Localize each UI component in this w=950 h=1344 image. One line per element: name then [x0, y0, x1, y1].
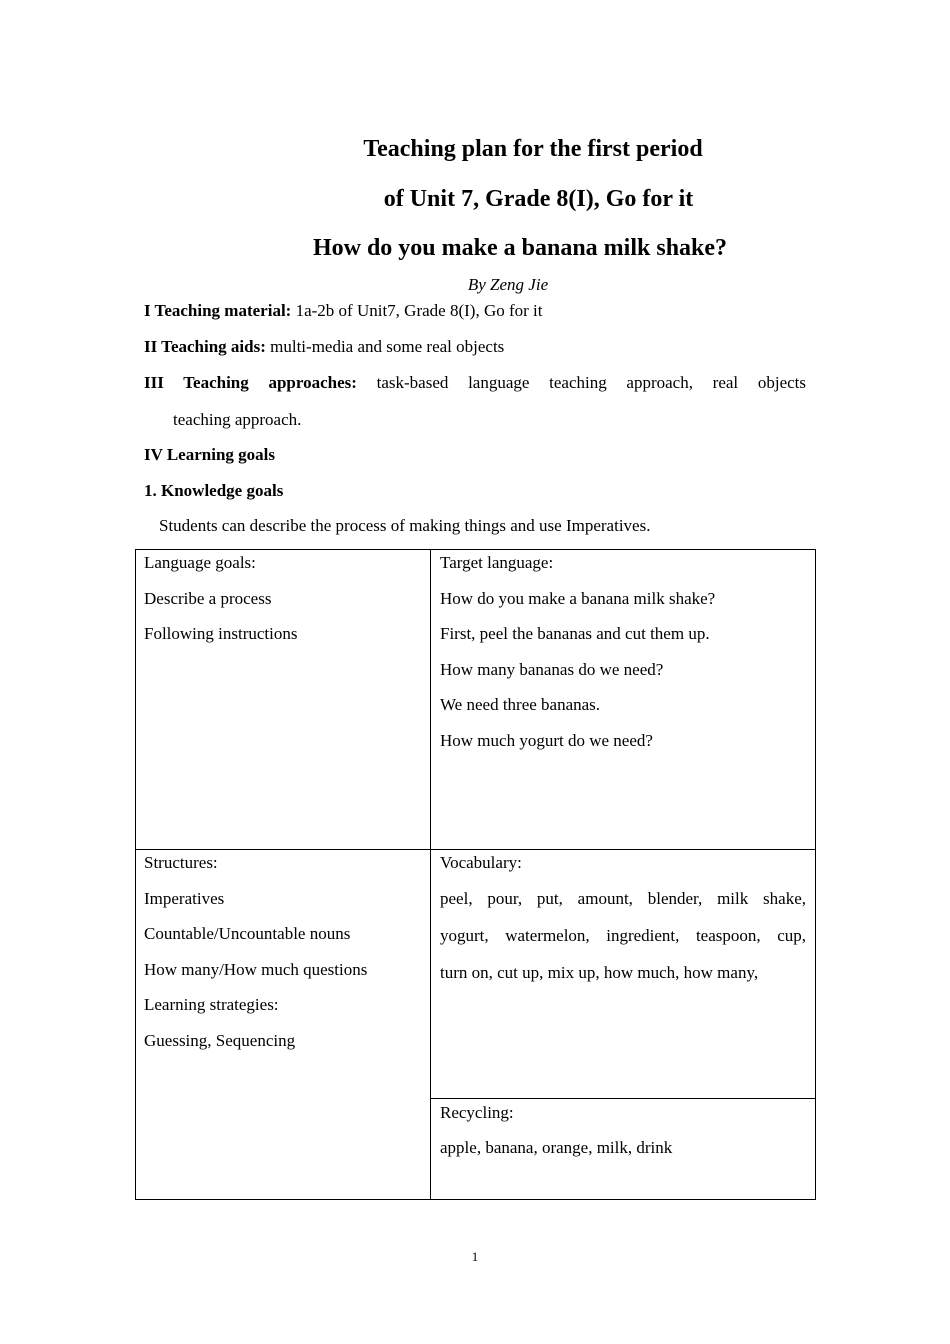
table-border-row-2: [430, 1098, 816, 1099]
language-goal-item: Following instructions: [144, 624, 298, 643]
recycling-text: apple, banana, orange, milk, drink: [440, 1138, 673, 1157]
vocabulary-label: Vocabulary:: [440, 853, 522, 872]
vocabulary-line: peel, pour, put, amount, blender, milk shake,: [440, 889, 806, 908]
target-language-item: How many bananas do we need?: [440, 660, 664, 679]
target-language-item: How much yogurt do we need?: [440, 731, 653, 750]
knowledge-goals-text: Students can describe the process of making things and use Imperatives.: [159, 516, 651, 535]
doc-author: By Zeng Jie: [467, 275, 549, 294]
teaching-aids-label: II Teaching aids:: [144, 337, 266, 356]
learning-strategies-label: Learning strategies:: [144, 995, 279, 1014]
knowledge-goals-heading-text: 1. Knowledge goals: [144, 481, 284, 500]
vocabulary-line: turn on, cut up, mix up, how much, how many,: [440, 963, 759, 982]
structures-label: Structures:: [144, 853, 218, 872]
target-language-item: How do you make a banana milk shake?: [440, 589, 716, 608]
page-number: 1: [471, 1249, 479, 1264]
teaching-material: [144, 299, 806, 323]
target-language-label: Target language:: [440, 553, 554, 572]
table-border-right: [815, 549, 816, 1200]
language-goals-label: Language goals:: [144, 553, 256, 572]
teaching-approaches-label: III Teaching approaches:: [144, 373, 357, 392]
teaching-aids: [144, 335, 806, 359]
learning-goals-heading-text: IV Learning goals: [144, 445, 275, 464]
teaching-approaches-continued: teaching approach.: [173, 410, 302, 429]
table-border-left: [135, 549, 136, 1200]
table-border-row-1: [135, 849, 816, 850]
learning-strategies-item: Guessing, Sequencing: [144, 1031, 296, 1050]
language-goal-item: Describe a process: [144, 589, 272, 608]
recycling-label: Recycling:: [440, 1103, 514, 1122]
teaching-approaches: [144, 371, 806, 395]
teaching-material-label: I Teaching material:: [144, 301, 292, 320]
table-border-top: [135, 549, 816, 550]
structures-item: How many/How much questions: [144, 960, 368, 979]
teaching-material-text: 1a-2b of Unit7, Grade 8(I), Go for it: [291, 301, 543, 320]
structures-item: Countable/Uncountable nouns: [144, 924, 351, 943]
knowledge-goals-heading: [144, 479, 806, 503]
doc-title-line-1: Teaching plan for the first period: [363, 136, 703, 162]
structures-item: Imperatives: [144, 889, 225, 908]
vocabulary-line: yogurt, watermelon, ingredient, teaspoon, cup,: [440, 926, 806, 945]
teaching-aids-text: multi-media and some real objects: [265, 337, 505, 356]
doc-title-line-3: How do you make a banana milk shake?: [312, 235, 728, 261]
teaching-approaches-text: task-based language teaching approach, real objects: [356, 373, 806, 392]
doc-title-line-2: of Unit 7, Grade 8(I), Go for it: [383, 186, 694, 212]
target-language-item: We need three bananas.: [440, 695, 601, 714]
learning-goals-heading: [144, 443, 806, 467]
table-border-bottom: [135, 1199, 816, 1200]
target-language-item: First, peel the bananas and cut them up.: [440, 624, 710, 643]
table-border-middle: [430, 549, 431, 1200]
